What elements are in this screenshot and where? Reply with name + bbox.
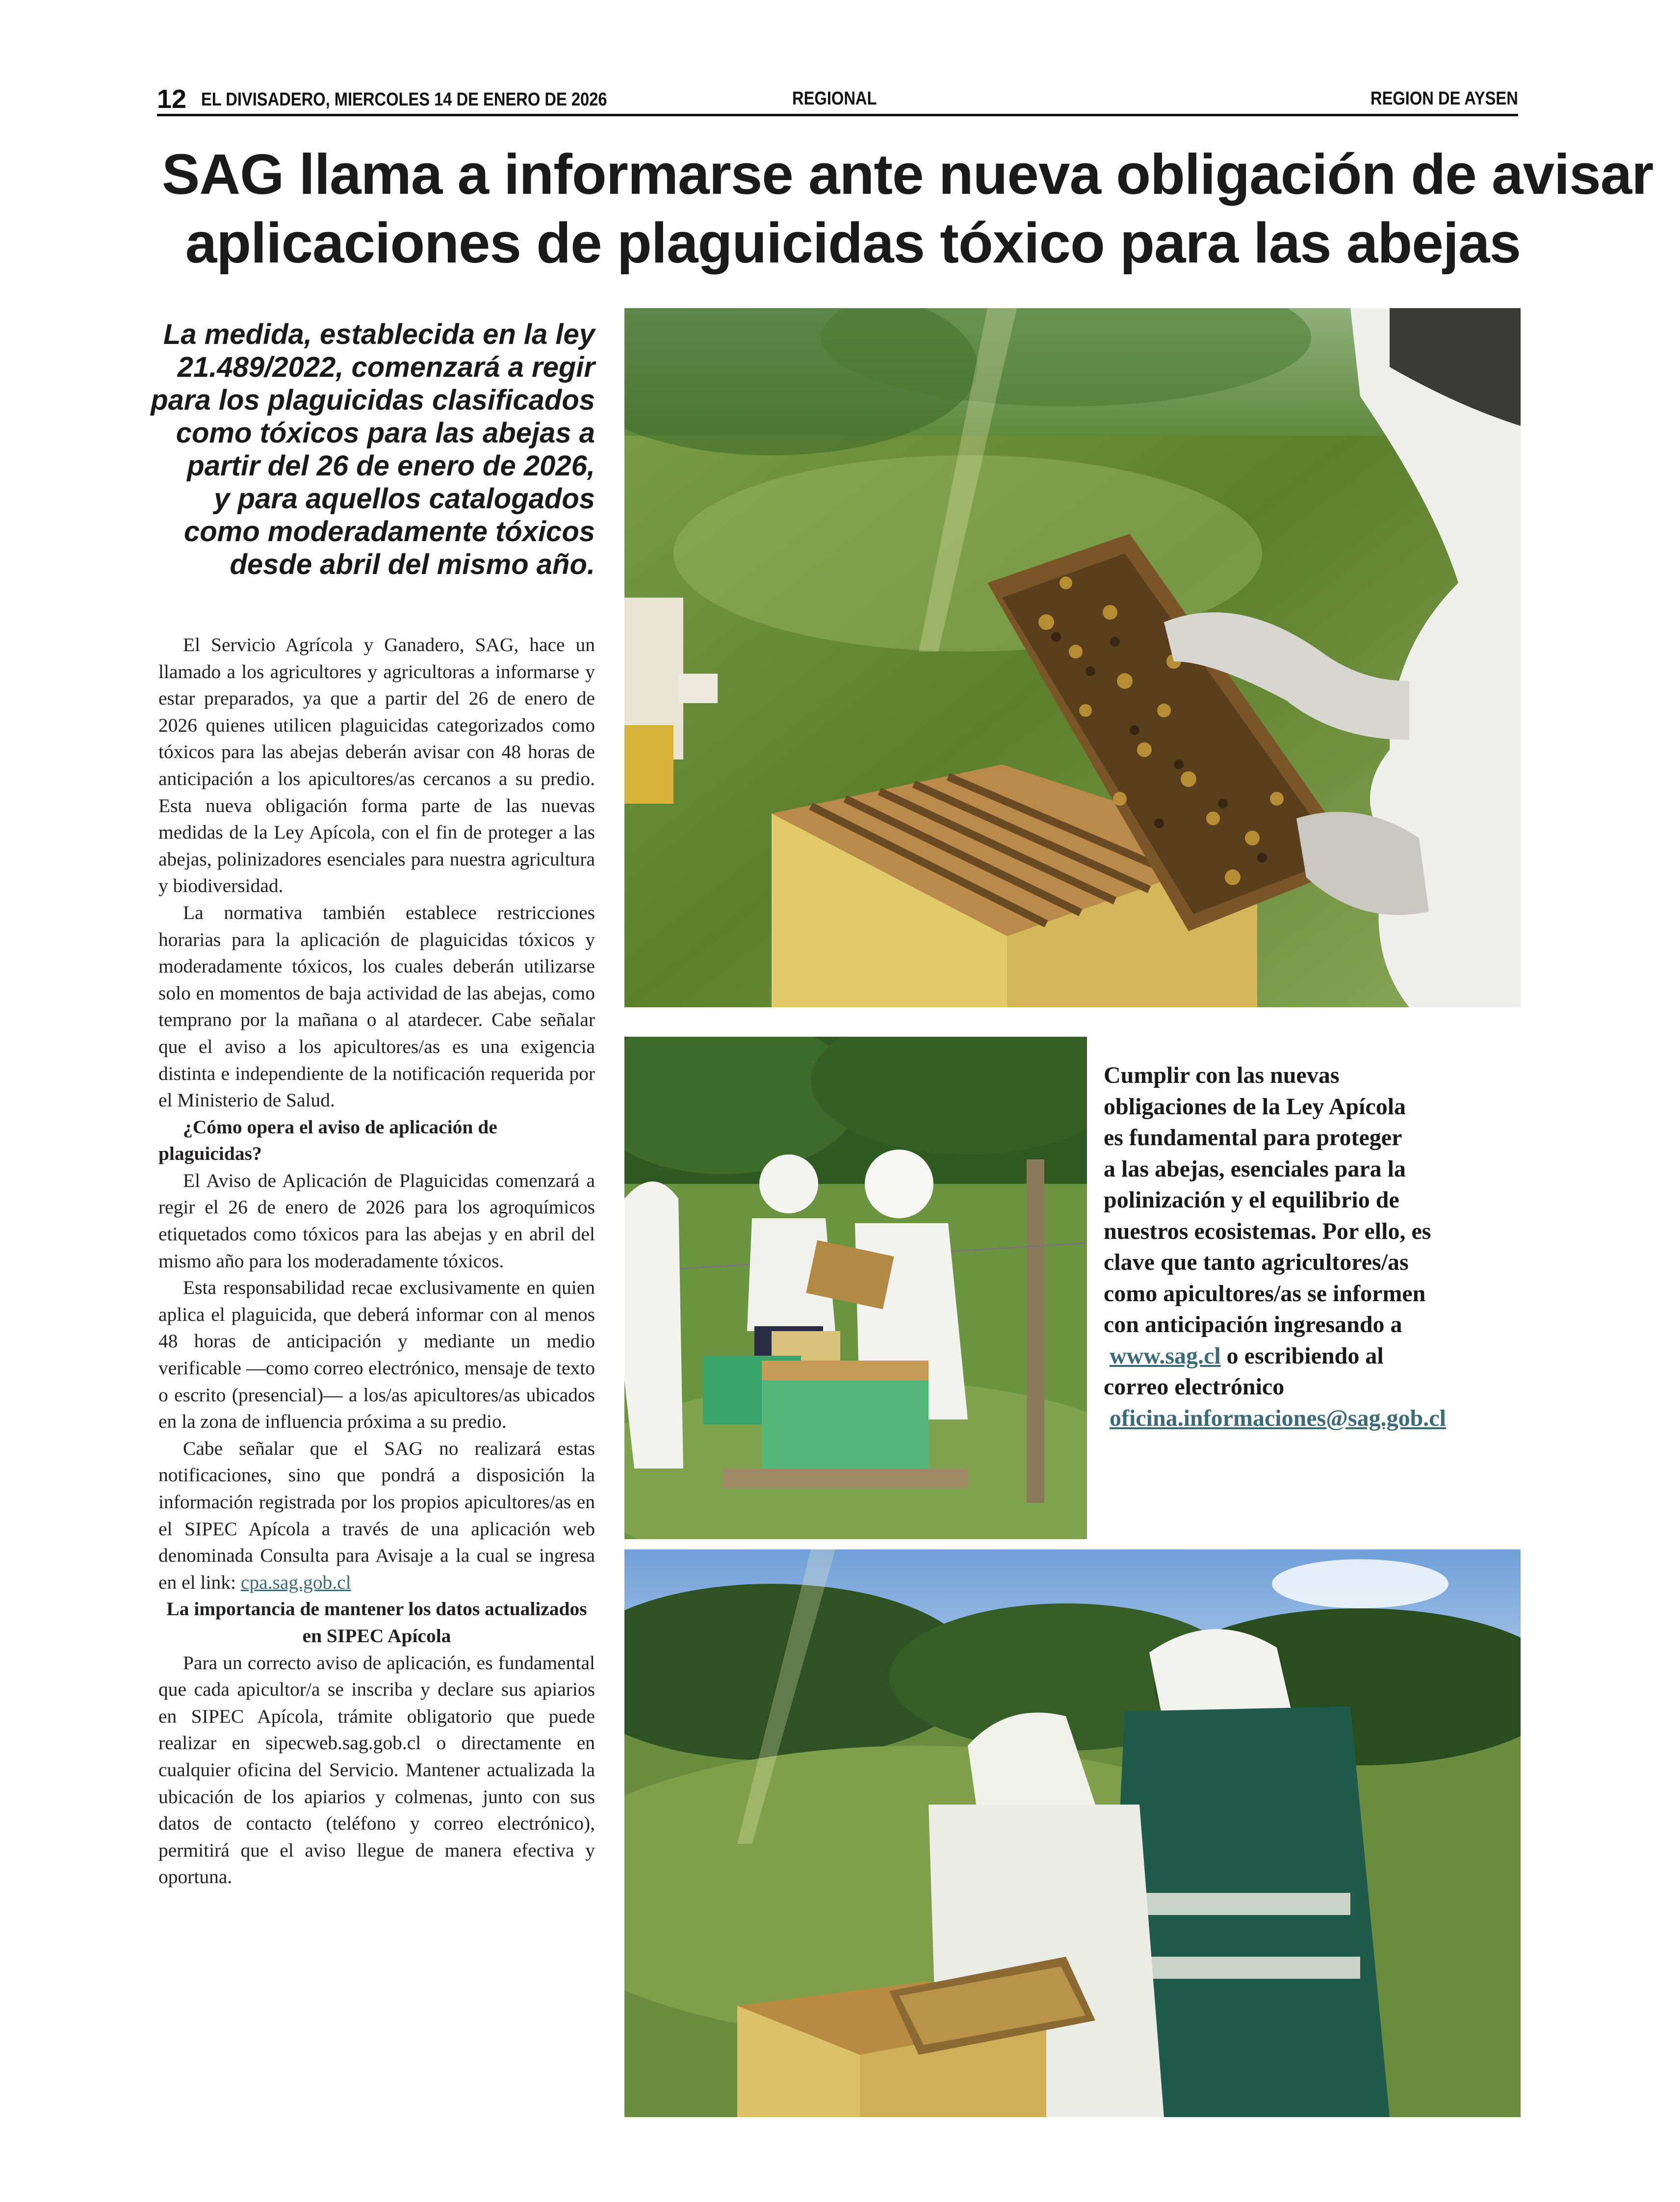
headline-line-1: SAG llama a informarse ante nueva obligación de avisar: [162, 142, 1654, 206]
deck-line: como tóxicos para las abejas a: [176, 417, 595, 449]
pull-quote-line: [1104, 1340, 1535, 1372]
photo-three-beekeepers: [624, 1037, 1087, 1539]
subheading: ¿Cómo opera el aviso de aplicación de plaguicidas?: [158, 1116, 497, 1165]
deck-line: partir del 26 de enero de 2026,: [187, 450, 595, 482]
deck-line: La medida, establecida en la ley: [163, 318, 595, 350]
sag-website-link[interactable]: www.sag.cl: [1110, 1342, 1221, 1369]
pull-quote-line: obligaciones de la Ley Apícola: [1104, 1093, 1406, 1120]
deck-line: como moderadamente tóxicos: [184, 516, 595, 548]
deck-line: desde abril del mismo año.: [230, 549, 595, 580]
cpa-link[interactable]: cpa.sag.gob.cl: [240, 1571, 351, 1593]
deck-summary: [147, 318, 595, 581]
pull-quote-text: o escribiendo al: [1220, 1342, 1384, 1369]
photo-beekeeper-frame: [624, 308, 1521, 1007]
body-paragraph: El Servicio Agrícola y Ganadero, SAG, hace un llamado a los agricultores y agricultoras a informarse y estar preparados, ya que a partir del 26 de enero de 2026 quienes utilicen plaguicidas categorizados como tóxicos para las abejas deberán avisar con 48 horas de anticipación a los apicultores/as cercanos a su predio. Esta nueva obligación forma parte de las nuevas medidas de la Ley Apícola, con el fin de proteger a las abejas, polinizadores esenciales para nuestra agricultura y biodiversidad.: [158, 634, 595, 897]
newspaper-date: EL DIVISADERO, MIERCOLES 14 DE ENERO DE 2026: [201, 89, 607, 110]
deck-line: para los plaguicidas clasificados: [151, 384, 595, 416]
body-paragraph: Esta responsabilidad recae exclusivamente en quien aplica el plaguicida, que deberá informar con al menos 48 horas de anticipación y mediante un medio verificable —como correo electrónico, mensaje de texto o escrito (presencial)— a los/as apicultores/as ubicados en la zona de influencia próxima a su predio.: [158, 1277, 595, 1433]
body-paragraph: La normativa también establece restricciones horarias para la aplicación de plaguicidas tóxicos y moderadamente tóxicos, los cuales deberán utilizarse solo en momentos de baja actividad de las abejas, como temprano por la mañana o al atardecer. Cabe señalar que el aviso a los apicultores/as es una exigencia distinta e independiente de la notificación requerida por el Ministerio de Salud.: [158, 901, 595, 1111]
pull-quote-line: clave que tanto agricultores/as: [1104, 1249, 1409, 1275]
deck-line: 21.489/2022, comenzará a regir: [177, 351, 595, 383]
pull-quote-line: nuestros ecosistemas. Por ello, es: [1104, 1218, 1431, 1244]
headline: [162, 140, 1654, 277]
photo-image: [624, 308, 1521, 1007]
body-paragraph: El Aviso de Aplicación de Plaguicidas comenzará a regir el 26 de enero de 2026 para los agroquímicos etiquetados como tóxicos para las abejas y en abril del mismo año para los moderadamente tóxicos.: [158, 1169, 595, 1272]
body-paragraph: Para un correcto aviso de aplicación, es fundamental que cada apicultor/a se inscriba y declare sus apiarios en SIPEC Apícola, trámite obligatorio que puede realizar en sipecweb.sag.gob.cl o directamente en cualquier oficina del Servicio. Mantener actualizada la ubicación de los apiarios y colmenas, junto con sus datos de contacto (teléfono y correo electrónico), permitirá que el aviso llegue de manera efectiva y oportuna.: [158, 1652, 595, 1888]
pull-quote-line: Cumplir con las nuevas: [1104, 1062, 1340, 1088]
headline-line-2: aplicaciones de plaguicidas tóxico para las abejas: [185, 211, 1521, 275]
pull-quote: [1104, 1060, 1535, 1434]
subheading: La importancia de mantener los datos actualizados en SIPEC Apícola: [166, 1598, 587, 1647]
region-label: REGION DE AYSEN: [1370, 88, 1518, 109]
photo-image: [624, 1549, 1521, 2117]
pull-quote-line: a las abejas, esenciales para la: [1104, 1155, 1406, 1182]
pull-quote-line: como apicultores/as se informen: [1104, 1280, 1426, 1307]
pull-quote-line: polinización y el equilibrio de: [1104, 1187, 1399, 1213]
pull-quote-line: con anticipación ingresando a: [1104, 1311, 1402, 1337]
body-text: Cabe señalar que el SAG no realizará estas notificaciones, sino que pondrá a disposición la información registrada por los propios apicultores/as en el SIPEC Apícola a través de una aplicación web denominada Consulta para Avisaje a la cual se ingresa en el link:: [158, 1437, 595, 1593]
pull-quote-line: [1104, 1403, 1535, 1434]
pull-quote-line: correo electrónico: [1104, 1374, 1285, 1400]
section-label: REGIONAL: [792, 88, 877, 109]
sag-email-link[interactable]: oficina.informaciones@sag.gob.cl: [1110, 1405, 1446, 1431]
page-number: 12: [157, 84, 187, 114]
photo-inspecting-hive: [624, 1549, 1521, 2117]
deck-line: y para aquellos catalogados: [214, 483, 595, 515]
body-paragraph: [158, 1435, 595, 1596]
pull-quote-line: es fundamental para proteger: [1104, 1125, 1402, 1151]
photo-image: [624, 1037, 1087, 1539]
header-rule: [157, 114, 1518, 116]
article-body: [158, 631, 595, 1890]
